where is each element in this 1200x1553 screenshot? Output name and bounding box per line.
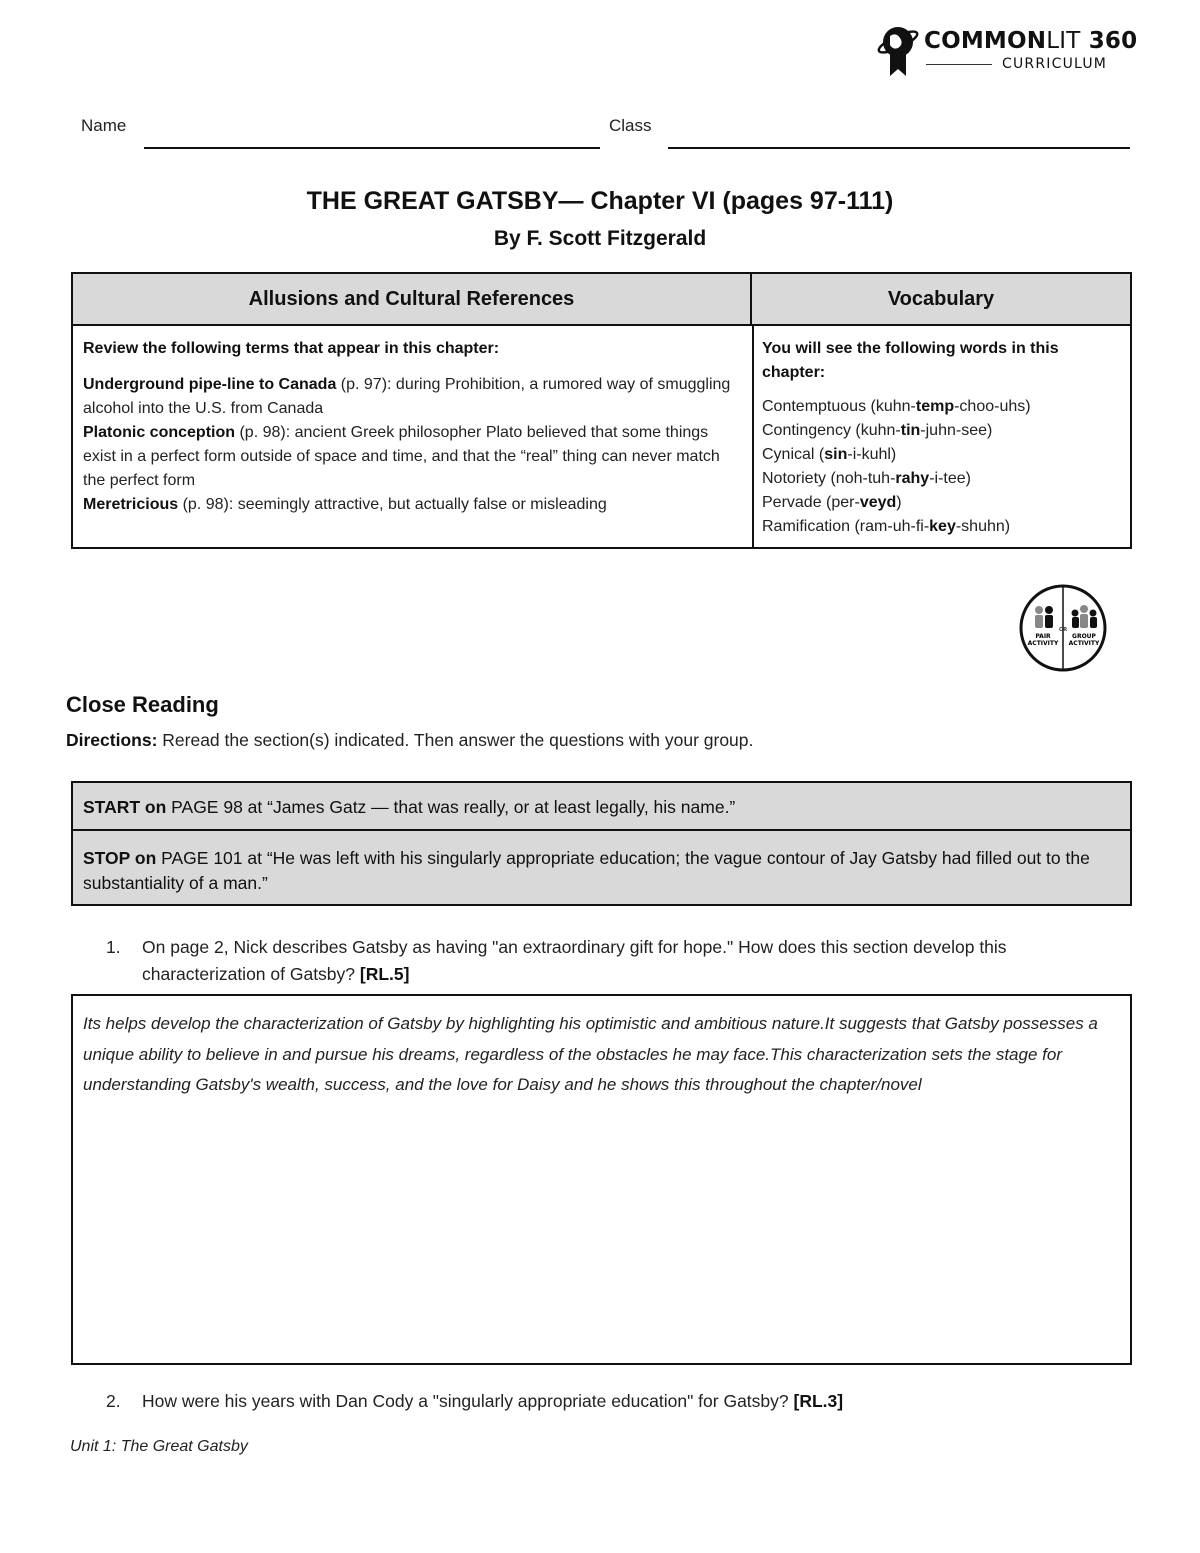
group-activity-label: ACTIVITY <box>1068 640 1100 647</box>
start-row: START on PAGE 98 at “James Gatz — that was really, or at least legally, his name.” <box>73 783 1130 831</box>
footer: Unit 1: The Great Gatsby <box>70 1438 248 1455</box>
page-title: THE GREAT GATSBY— Chapter VI (pages 97-111) <box>306 187 894 215</box>
logo-wordmark: COMMONLIT 360 <box>924 28 1138 54</box>
allusions-header: Allusions and Cultural References <box>73 274 752 326</box>
vocab-item: Cynical (sin-i-kuhl) <box>762 446 897 463</box>
allusions-intro: Review the following terms that appear in this chapter: <box>83 340 500 357</box>
reference-table <box>71 272 1132 549</box>
class-label: Class <box>609 116 652 135</box>
pair-or-group-activity-icon <box>1018 583 1108 673</box>
pair-label: PAIR <box>1035 633 1051 640</box>
vocab-item: Notoriety (noh-tuh-rahy-i-tee) <box>762 470 971 487</box>
stop-row: STOP on PAGE 101 at “He was left with his singularly appropriate education; the vague contour of Jay Gatsby had filled out to the substantiality of a man.” <box>83 848 1090 893</box>
answer-1-box[interactable] <box>71 994 1132 1365</box>
allusion-item: Underground pipe-line to Canada (p. 97): during Prohibition, a rumored way of smuggling alcohol into the U.S. from Canada <box>83 376 731 417</box>
start-stop-table <box>71 781 1132 906</box>
vocab-item: Contingency (kuhn-tin-juhn-see) <box>762 422 993 439</box>
allusion-item: Meretricious (p. 98): seemingly attractive, but actually false or misleading <box>83 496 607 513</box>
name-field[interactable] <box>144 147 600 149</box>
name-label: Name <box>81 116 127 135</box>
vocab-item: Contemptuous (kuhn-temp-choo-uhs) <box>762 398 1031 415</box>
group-label: GROUP <box>1072 633 1096 640</box>
commonlit-logo <box>876 22 1136 78</box>
or-label: OR <box>1058 627 1068 633</box>
vocab-item: Ramification (ram-uh-fi-key-shuhn) <box>762 518 1011 535</box>
directions: Directions: Reread the section(s) indicated. Then answer the questions with your group. <box>66 730 754 750</box>
allusions-cell <box>83 337 733 517</box>
globe-ribbon-icon <box>876 22 920 78</box>
class-field[interactable] <box>668 147 1130 149</box>
vocabulary-header: Vocabulary <box>752 274 1130 326</box>
answer-1-text[interactable]: Its helps develop the characterization of Gatsby by highlighting his optimistic and ambitious nature.It suggests that Gatsby possesses a unique ability to believe in and pursue his dreams, regardless of the obstacles he may face.This characterization sets the stage for understanding Gatsby's wealth, success, and the love for Daisy and he shows this throughout the chapter/novel <box>83 1014 1098 1094</box>
logo-rule <box>926 64 992 65</box>
logo-subtitle: CURRICULUM <box>1002 56 1108 72</box>
vocab-intro: You will see the following words in this chapter: <box>762 340 1059 381</box>
allusion-item: Platonic conception (p. 98): ancient Greek philosopher Plato believed that some things exist in a perfect form outside of space and time, and that the “real” thing can never match the perfect form <box>83 424 720 489</box>
vocabulary-cell <box>762 337 1102 539</box>
vocab-item: Pervade (per-veyd) <box>762 494 902 511</box>
close-reading-title: Close Reading <box>66 692 219 717</box>
author: By F. Scott Fitzgerald <box>493 227 707 250</box>
pair-activity-label: ACTIVITY <box>1027 640 1059 647</box>
